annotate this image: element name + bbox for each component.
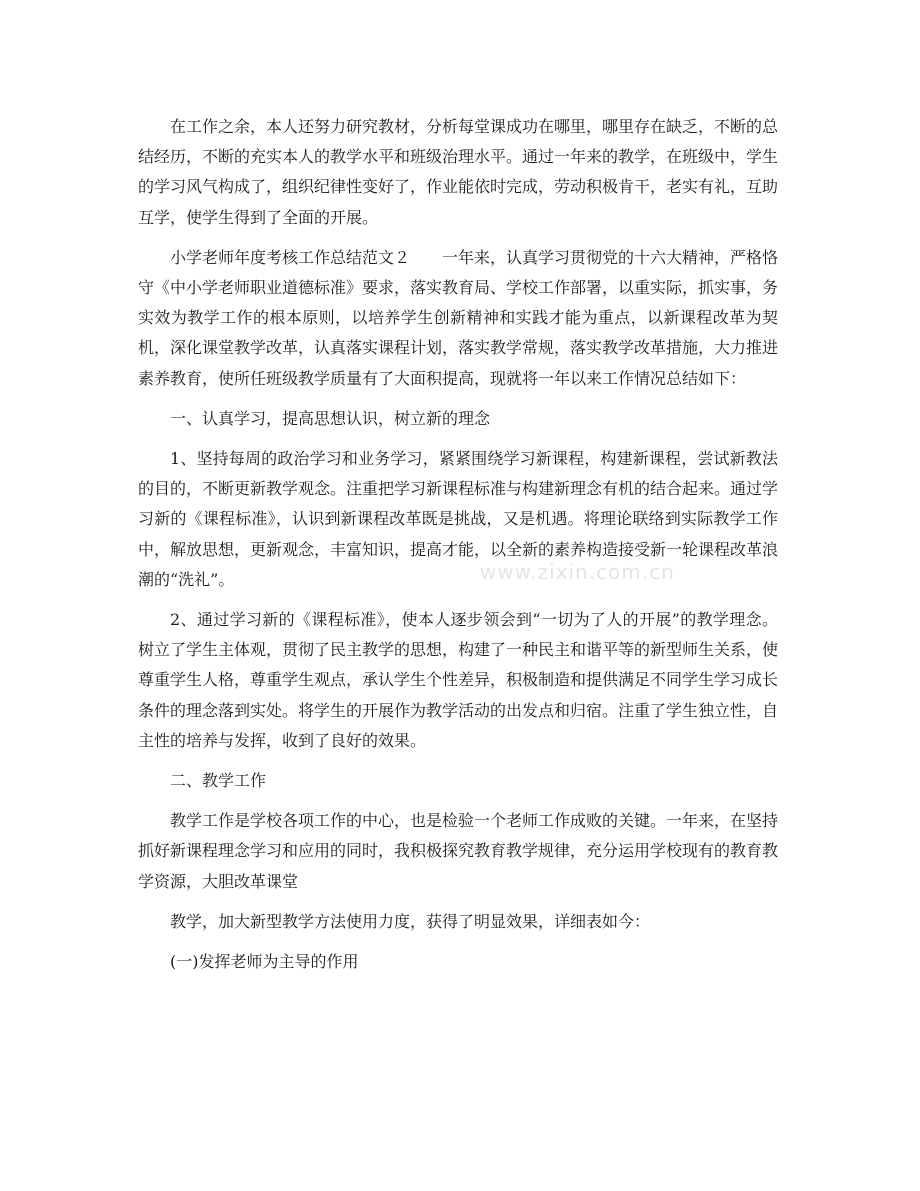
subsection-heading-teacher-role: (一)发挥老师为主导的作用 xyxy=(170,952,359,972)
watermark: www.zixin.com.cn xyxy=(480,560,675,584)
document-body xyxy=(138,112,778,987)
paragraph-item-1: 1、坚持每周的政治学习和业务学习，紧紧围绕学习新课程，构建新课程，尝试新教法的目的，不断更新教学观念。注重把学习新课程标准与构建新理念有机的结合起来。通过学习新的《课程标准》，认识到新课程改革既是挑战，又是机遇。将理论联络到实际教学工作中，解放思想，更新观念，丰富知识，提高才能，以全新的素养构造接受新一轮课程改革浪潮的“洗礼”。 xyxy=(138,449,779,589)
paragraph-summary-intro: 小学老师年度考核工作总结范文２ 一年来，认真学习贯彻党的十六大精神，严格恪守《中小学老师职业道德标准》要求，落实教育局、学校工作部署，以重实际，抓实事，务实效为教学工作的根本原则，以培养学生创新精神和实践才能为重点，以新课程改革为契机，深化课堂教学改革，认真落实课程计划，落实教学常规，落实教学改革措施，大力推进素养教育，使所任班级教学质量有了大面积提高，现就将一年以来工作情况总结如下： xyxy=(138,247,779,388)
paragraph-item-2: 2、通过学习新的《课程标准》，使本人逐步领会到“一切为了人的开展”的教学理念。树立了学生主体观，贯彻了民主教学的思想，构建了一种民主和谐平等的新型师生关系，使尊重学生人格，尊重学生观点，承认学生个性差异，积极制造和提供满足不同学生学习成长条件的理念落到实处。将学生的开展作为教学活动的出发点和归宿。注重了学生独立性，自主性的培养与发挥，收到了良好的效果。 xyxy=(138,610,779,750)
paragraph-teaching-work: 教学工作是学校各项工作的中心，也是检验一个老师工作成败的关键。一年来，在坚持抓好新课程理念学习和应用的同时，我积极探究教育教学规律，充分运用学校现有的教育教学资源，大胆改革课堂 xyxy=(138,811,779,891)
section-heading-study: 一、认真学习，提高思想认识，树立新的理念 xyxy=(170,408,491,428)
paragraph-teaching-methods: 教学，加大新型教学方法使用力度，获得了明显效果，详细表如今： xyxy=(170,911,651,931)
paragraph-study-reflection: 在工作之余，本人还努力研究教材，分析每堂课成功在哪里，哪里存在缺乏，不断的总结经历，不断的充实本人的教学水平和班级治理水平。通过一年来的教学，在班级中，学生的学习风气构成了，组织纪律性变好了，作业能依时完成，劳动积极肯干，老实有礼，互助互学，使学生得到了全面的开展。 xyxy=(138,117,779,227)
section-heading-teaching: 二、教学工作 xyxy=(170,771,267,791)
